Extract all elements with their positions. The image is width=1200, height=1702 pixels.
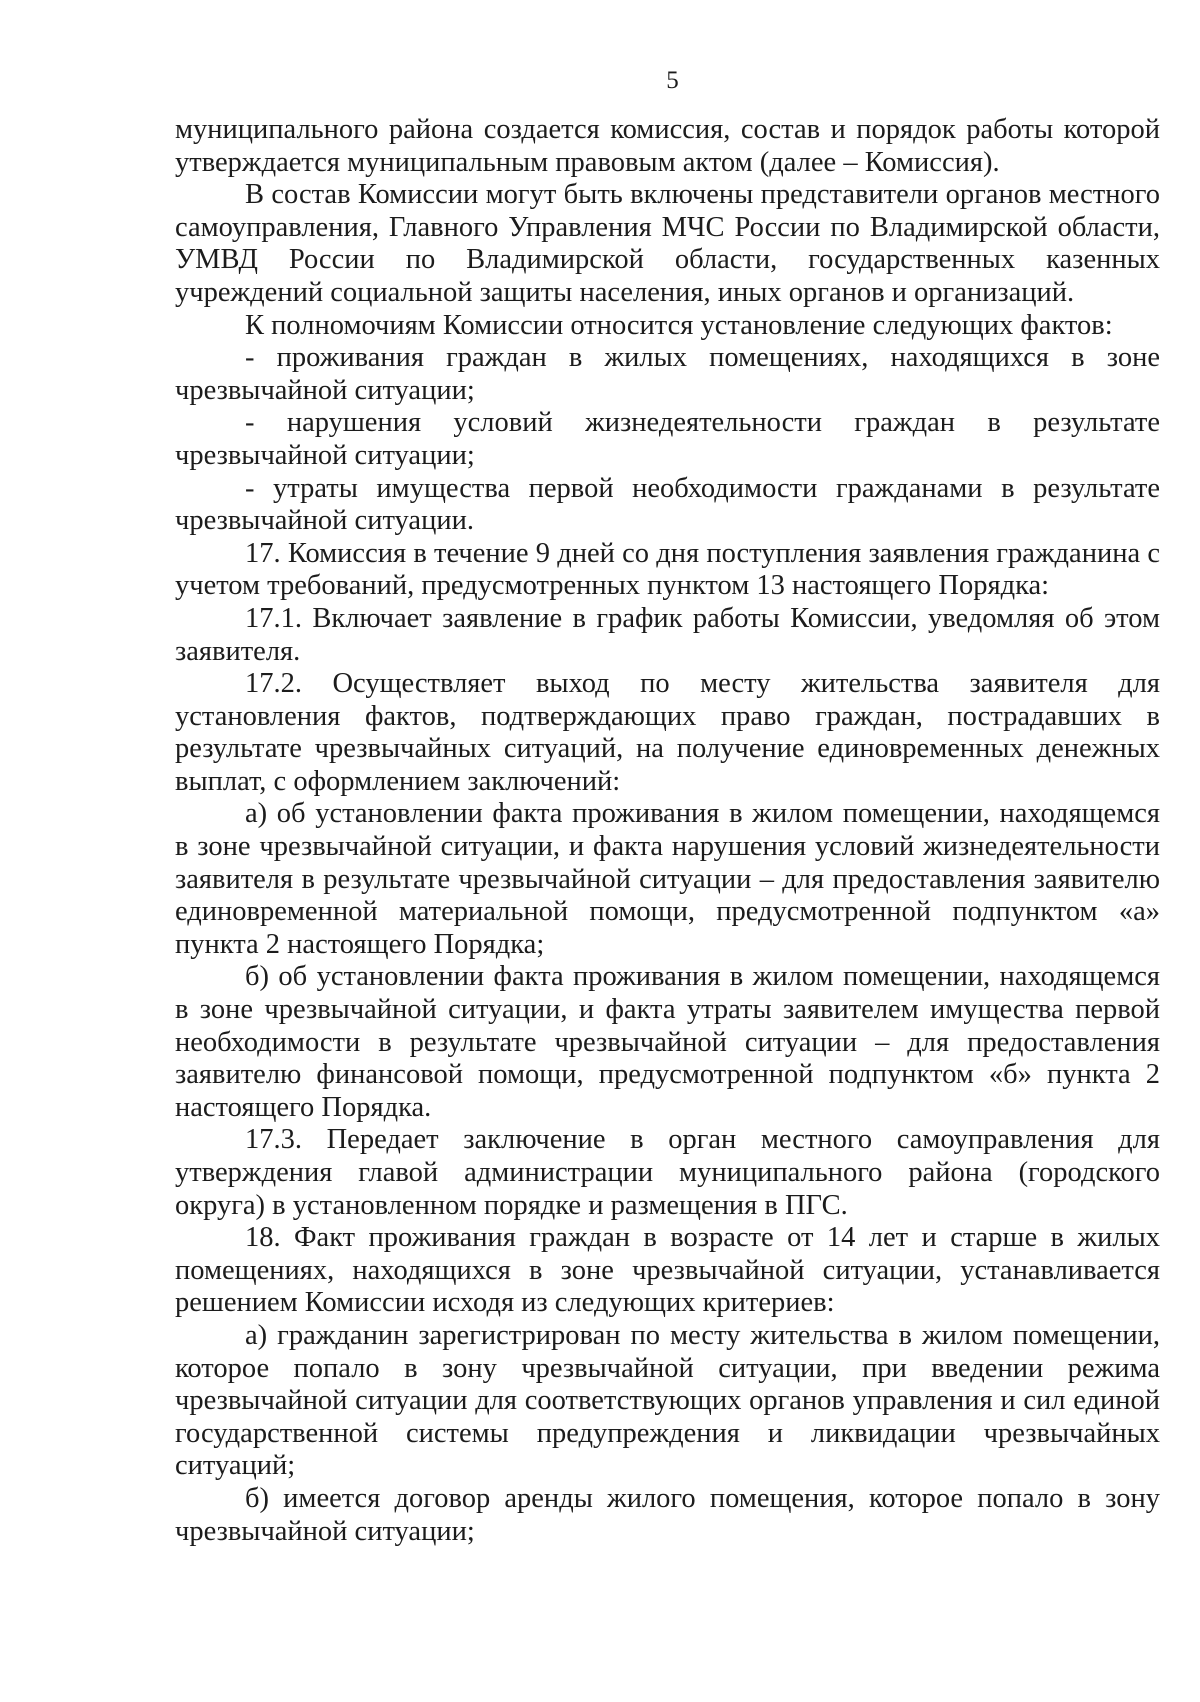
paragraph: К полномочиям Комиссии относится установление следующих фактов: bbox=[245, 309, 1113, 341]
paragraph: 17.2. Осуществляет выход по месту жительства заявителя для установления фактов, подтверждающих право граждан, пострадавших в результате чрезвычайных ситуаций, на получение единовременных денежных выплат, с оформлением заключений: bbox=[175, 668, 1160, 797]
list-item: - нарушения условий жизнедеятельности граждан в результате чрезвычайной ситуации; bbox=[175, 407, 1160, 471]
paragraph: муниципального района создается комиссия, состав и порядок работы которой утверждается муниципальным правовым актом (далее – Комиссия). bbox=[175, 114, 1160, 178]
paragraph: В состав Комиссии могут быть включены представители органов местного самоуправления, Главного Управления МЧС России по Владимирской области, УМВД России по Владимирской области, государственных казенных учреждений социальной защиты населения, иных органов и организаций. bbox=[175, 179, 1160, 308]
list-item: б) об установлении факта проживания в жилом помещении, находящемся в зоне чрезвычайной ситуации, и факта утраты заявителем имущества первой необходимости в результате чрезвычайной ситуации – для предоставления заявителю финансовой помощи, предусмотренной подпунктом «б» пункта 2 настоящего Порядка. bbox=[175, 961, 1160, 1123]
list-item: - утраты имущества первой необходимости гражданами в результате чрезвычайной ситуации. bbox=[175, 472, 1160, 537]
list-item: б) имеется договор аренды жилого помещения, которое попало в зону чрезвычайной ситуации; bbox=[175, 1482, 1160, 1547]
paragraph: 18. Факт проживания граждан в возрасте от 14 лет и старше в жилых помещениях, находящихся в зоне чрезвычайной ситуации, устанавливается решением Комиссии исходя из следующих критериев: bbox=[175, 1222, 1160, 1319]
document-body bbox=[175, 114, 1160, 1548]
list-item: а) об установлении факта проживания в жилом помещении, находящемся в зоне чрезвычайной ситуации, и факта нарушения условий жизнедеятельности заявителя в результате чрезвычайной ситуации – для предоставления заявителю единовременной материальной помощи, предусмотренной подпунктом «а» пункта 2 настоящего Порядка; bbox=[175, 798, 1160, 960]
list-item: - проживания граждан в жилых помещениях, находящихся в зоне чрезвычайной ситуации; bbox=[175, 342, 1160, 406]
paragraph: 17.1. Включает заявление в график работы Комиссии, уведомляя об этом заявителя. bbox=[175, 602, 1160, 667]
paragraph: 17. Комиссия в течение 9 дней со дня поступления заявления гражданина с учетом требований, предусмотренных пунктом 13 настоящего Порядка: bbox=[175, 537, 1160, 602]
page-number: 5 bbox=[666, 67, 679, 94]
list-item: а) гражданин зарегистрирован по месту жительства в жилом помещении, которое попало в зону чрезвычайной ситуации, при введении режима чрезвычайной ситуации для соответствующих органов управления и сил единой государственной системы предупреждения и ликвидации чрезвычайных ситуаций; bbox=[175, 1319, 1160, 1482]
paragraph: 17.3. Передает заключение в орган местного самоуправления для утверждения главой администрации муниципального района (городского округа) в установленном порядке и размещения в ПГС. bbox=[175, 1124, 1160, 1221]
